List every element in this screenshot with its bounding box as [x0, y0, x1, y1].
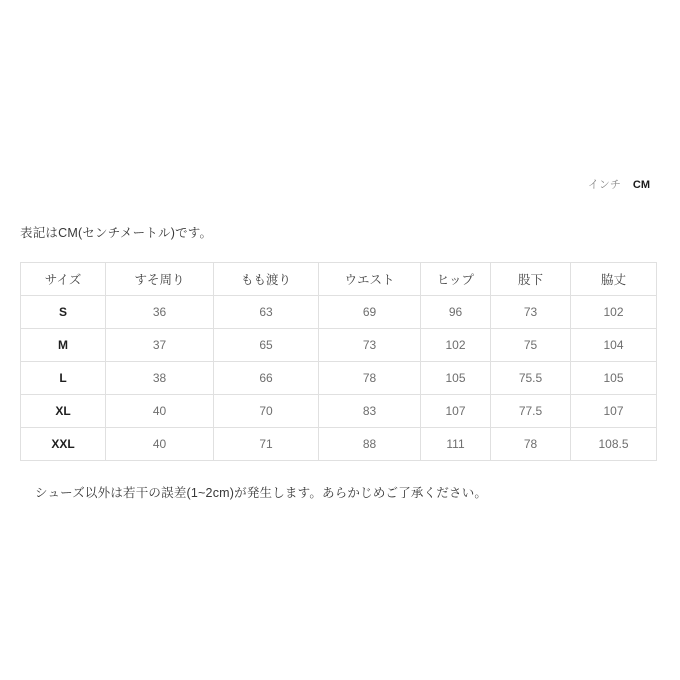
table-row-xl [21, 395, 657, 428]
size-chart-table [20, 262, 657, 461]
col-header-waist: ウエスト [319, 263, 421, 296]
unit-toggle [588, 180, 650, 191]
table-header-row [21, 263, 657, 296]
cell-value: 78 [491, 428, 571, 461]
cell-value: 40 [106, 395, 214, 428]
cell-value: 83 [319, 395, 421, 428]
size-label: XXL [21, 428, 106, 461]
cell-value: 36 [106, 296, 214, 329]
cell-value: 63 [214, 296, 319, 329]
cell-value: 65 [214, 329, 319, 362]
cell-value: 37 [106, 329, 214, 362]
cell-value: 38 [106, 362, 214, 395]
cell-value: 75.5 [491, 362, 571, 395]
unit-toggle-cm[interactable]: CM [632, 179, 650, 191]
cell-value: 73 [319, 329, 421, 362]
size-label: L [21, 362, 106, 395]
cell-value: 71 [214, 428, 319, 461]
table-row-s [21, 296, 657, 329]
cell-value: 105 [421, 362, 491, 395]
cell-value: 75 [491, 329, 571, 362]
cell-value: 107 [421, 395, 491, 428]
cell-value: 102 [421, 329, 491, 362]
cell-value: 88 [319, 428, 421, 461]
cell-value: 107 [571, 395, 657, 428]
cell-value: 105 [571, 362, 657, 395]
col-header-side-length: 脇丈 [571, 263, 657, 296]
cell-value: 102 [571, 296, 657, 329]
size-label: XL [21, 395, 106, 428]
cell-value: 96 [421, 296, 491, 329]
cell-value: 73 [491, 296, 571, 329]
size-label: M [21, 329, 106, 362]
table-row-l [21, 362, 657, 395]
cell-value: 78 [319, 362, 421, 395]
size-label: S [21, 296, 106, 329]
cell-value: 40 [106, 428, 214, 461]
cell-value: 70 [214, 395, 319, 428]
col-header-hip: ヒップ [421, 263, 491, 296]
col-header-hem: すそ周り [106, 263, 214, 296]
cell-value: 77.5 [491, 395, 571, 428]
col-header-thigh: もも渡り [214, 263, 319, 296]
cell-value: 111 [421, 428, 491, 461]
unit-notation-text: 表記はCM(センチメートル)です。 [20, 226, 213, 240]
unit-toggle-inch[interactable]: インチ [587, 179, 621, 191]
col-header-size: サイズ [21, 263, 106, 296]
col-header-inseam: 股下 [491, 263, 571, 296]
table-row-m [21, 329, 657, 362]
cell-value: 104 [571, 329, 657, 362]
cell-value: 66 [214, 362, 319, 395]
tolerance-footnote: シューズ以外は若干の誤差(1~2cm)が発生します。あらかじめご了承ください。 [35, 486, 488, 500]
cell-value: 69 [319, 296, 421, 329]
cell-value: 108.5 [571, 428, 657, 461]
table-row-xxl [21, 428, 657, 461]
